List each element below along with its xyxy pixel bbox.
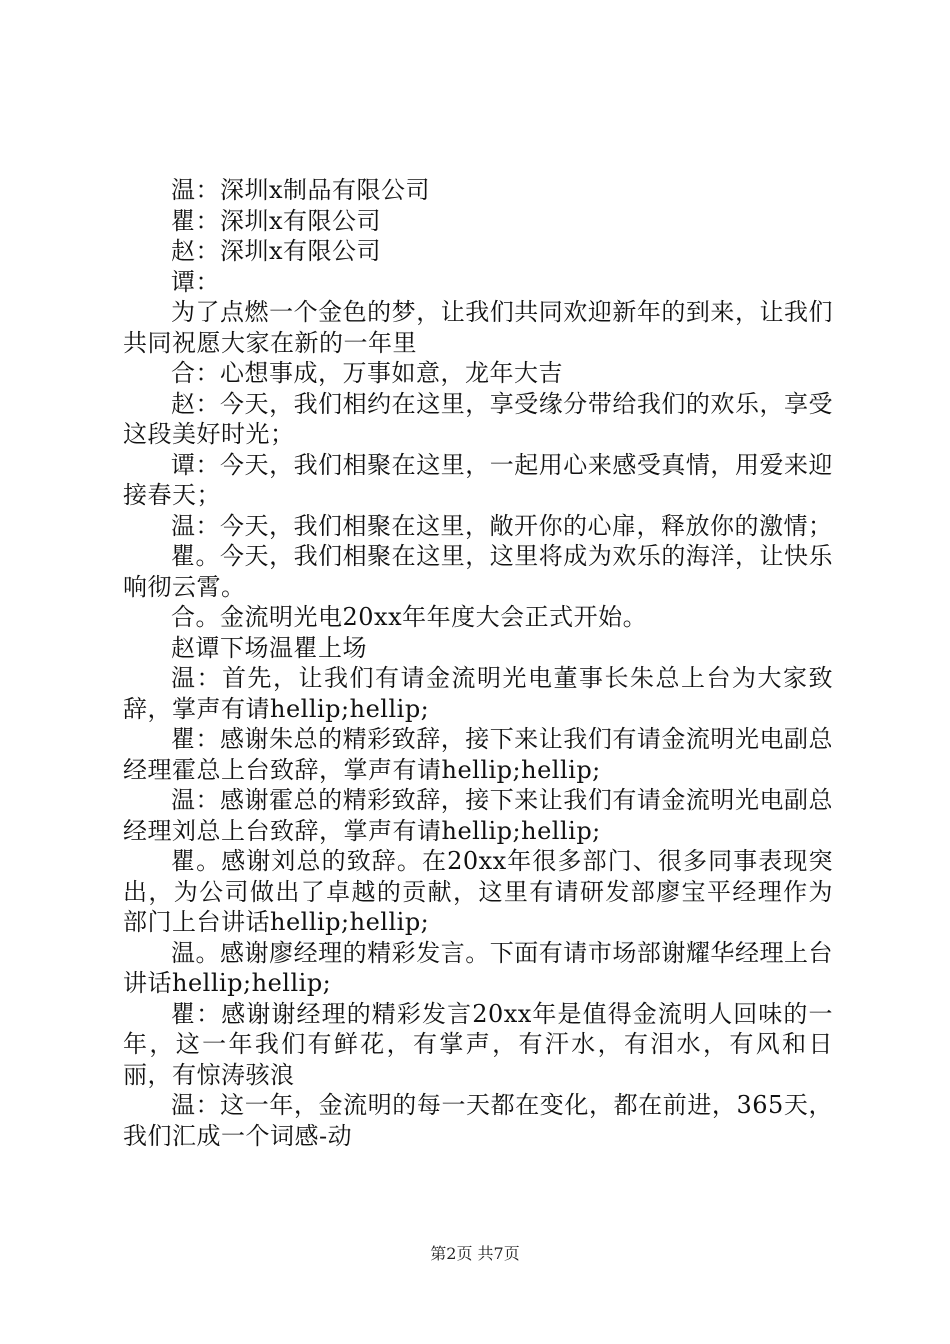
paragraph: 合：心想事成，万事如意，龙年大吉 [171, 359, 563, 387]
paragraph: 赵谭下场温瞿上场 [171, 633, 367, 662]
paragraph: 赵：深圳x有限公司 [171, 237, 382, 265]
paragraph: 温：深圳x制品有限公司 [171, 176, 431, 204]
paragraph: 谭： [171, 267, 220, 296]
paragraph: 为了点燃一个金色的梦，让我们共同欢迎新年的到来，让我们共同祝愿大家在新的一年里 [123, 298, 833, 357]
paragraph: 温：今天，我们相聚在这里，敞开你的心扉，释放你的激情； [171, 511, 833, 540]
paragraph: 瞿：感谢谢经理的精彩发言20xx年是值得金流明人回味的一年，这一年我们有鲜花，有掌声，有汗水，有泪水，有风和日丽，有惊涛骇浪 [123, 999, 833, 1089]
paragraph: 瞿。今天，我们相聚在这里，这里将成为欢乐的海洋，让快乐响彻云霄。 [123, 542, 833, 601]
paragraph: 合。金流明光电20xx年年度大会正式开始。 [171, 603, 648, 631]
paragraph: 赵：今天，我们相约在这里，享受缘分带给我们的欢乐，享受这段美好时光； [123, 389, 833, 448]
paragraph: 温：首先，让我们有请金流明光电董事长朱总上台为大家致辞，掌声有请hellip;hellip; [123, 664, 833, 723]
document-body [123, 175, 833, 1151]
paragraph: 瞿。感谢刘总的致辞。在20xx年很多部门、很多同事表现突出，为公司做出了卓越的贡献，这里有请研发部廖宝平经理作为部门上台讲话hellip;hellip; [123, 847, 833, 936]
paragraph: 瞿：感谢朱总的精彩致辞，接下来让我们有请金流明光电副总经理霍总上台致辞，掌声有请hellip;hellip; [123, 725, 833, 784]
paragraph: 温。感谢廖经理的精彩发言。下面有请市场部谢耀华经理上台讲话hellip;hellip; [123, 938, 833, 997]
paragraph: 温：感谢霍总的精彩致辞，接下来让我们有请金流明光电副总经理刘总上台致辞，掌声有请hellip;hellip; [123, 786, 833, 845]
paragraph: 谭：今天，我们相聚在这里，一起用心来感受真情，用爱来迎接春天； [123, 450, 833, 509]
page-number-footer: 第2页 共7页 [430, 1244, 520, 1263]
paragraph: 瞿：深圳x有限公司 [171, 206, 382, 235]
paragraph: 温：这一年，金流明的每一天都在变化，都在前进，365天，我们汇成一个词感-动 [123, 1091, 833, 1150]
